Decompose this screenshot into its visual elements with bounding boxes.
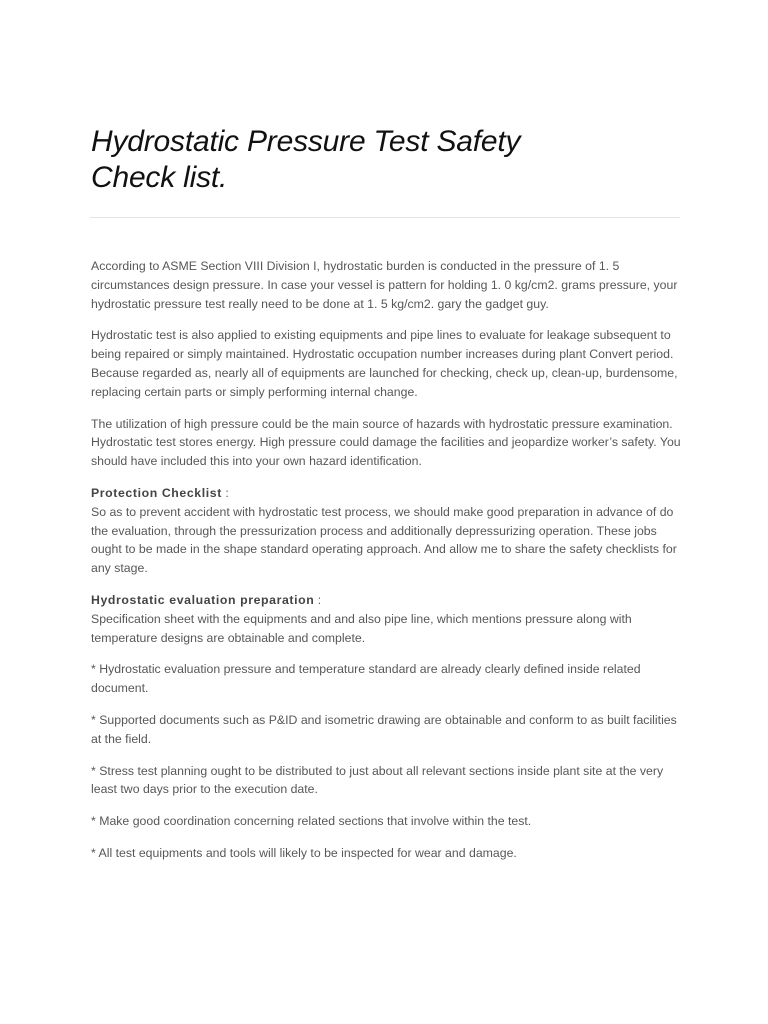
title-divider	[90, 217, 680, 218]
preparation-section	[91, 591, 683, 647]
checklist-item: * Supported documents such as P&ID and isometric drawing are obtainable and conform to as built facilities at the field.	[91, 712, 677, 746]
checklist-item: * Hydrostatic evaluation pressure and temperature standard are already clearly defined inside related document.	[91, 662, 641, 696]
protection-heading: Protection Checklist	[91, 485, 222, 500]
checklist-item: * Stress test planning ought to be distributed to just about all relevant sections inside plant site at the very least two days prior to the execution date.	[91, 763, 664, 797]
protection-colon: :	[221, 485, 229, 500]
title-line-2: Check list.	[91, 161, 228, 194]
checklist-item: * All test equipments and tools will likely to be inspected for wear and damage.	[91, 845, 517, 860]
preparation-text: Specification sheet with the equipments and and also pipe line, which mentions pressure along with temperature designs are obtainable and complete.	[91, 611, 632, 645]
paragraph-asme: According to ASME Section VIII Division I, hydrostatic burden is conducted in the pressure of 1. 5 circumstances design pressure. In case your vessel is pattern for holding 1. 0 kg/cm2. grams pressure, your hydrostatic pressure test really need to be done at 1. 5 kg/cm2. gary the gadget guy.	[91, 259, 678, 311]
preparation-heading: Hydrostatic evaluation preparation	[91, 592, 315, 607]
protection-text: So as to prevent accident with hydrostatic test process, we should make good preparation in advance of do the evaluation, through the pressurization process and additionally depressurizing operation. These jobs ought to be made in the shape standard operating approach. And allow me to share the safety checklists for any stage.	[91, 504, 677, 576]
checklist-item: * Make good coordination concerning related sections that involve within the test.	[91, 814, 532, 829]
paragraph-existing-equipment: Hydrostatic test is also applied to existing equipments and pipe lines to evaluate for leakage subsequent to being repaired or simply maintained. Hydrostatic occupation number increases during plant Convert period. Because regarded as, nearly all of equipments are launched for checking, check up, clean-up, burdensome, replacing certain parts or simply performing internal change.	[91, 328, 678, 399]
title-line-1: Hydrostatic Pressure Test Safety	[91, 125, 521, 158]
preparation-colon: :	[314, 592, 322, 607]
protection-section	[91, 484, 683, 578]
paragraph-hazards: The utilization of high pressure could be the main source of hazards with hydrostatic pressure examination. Hydrostatic test stores energy. High pressure could damage the facilities and jeopardize worker’s safety. You should have included this into your own hazard identification.	[91, 416, 681, 469]
document-body	[91, 257, 683, 876]
document-title	[91, 124, 651, 196]
